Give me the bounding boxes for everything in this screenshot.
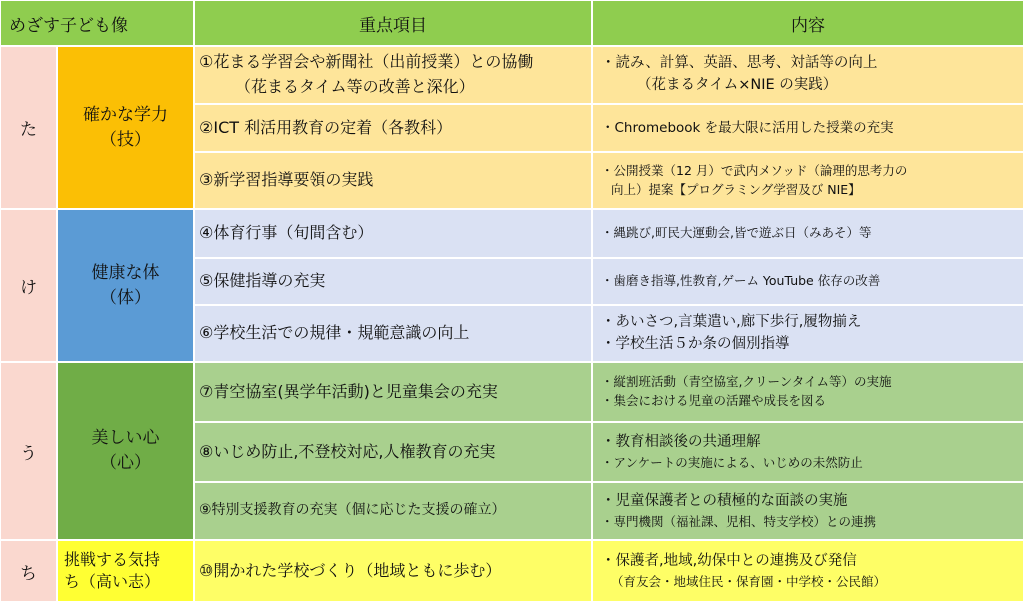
item-1-line-1: ①花まる学習会や新聞社（出前授業）との協働 <box>199 52 534 72</box>
content-7-line-1: ・縦割班活動（青空協室,クリーンタイム等）の実施 <box>601 374 892 390</box>
item-4-line-1: ④体育行事（旬間含む） <box>199 223 374 243</box>
item-9-line-1: ⑨特別支援教育の充実（個に応じた支援の確立） <box>199 502 506 519</box>
content-9-line-1: ・児童保護者との積極的な面談の実施 <box>601 492 848 509</box>
item-10-line-1: ⑩開かれた学校づくり（地域ともに歩む） <box>199 560 502 580</box>
content-1 <box>592 46 1024 104</box>
letter-u <box>0 362 57 540</box>
item-5-line-1: ⑤保健指導の充実 <box>199 271 326 291</box>
category-heart-sub: （心） <box>100 453 151 473</box>
letter-chi-label: ち <box>20 563 37 584</box>
letter-chi <box>0 540 57 602</box>
content-10-line-1: ・保護者,地域,幼保中との連携及び発信 <box>601 552 857 569</box>
content-10-line-2: （育友会・地域住民・保育園・中学校・公民館） <box>611 573 887 589</box>
content-3 <box>592 152 1024 209</box>
letter-u-label: う <box>20 443 37 464</box>
content-4 <box>592 209 1024 258</box>
content-1-line-2: （花まるタイム×NIE の実践） <box>637 77 838 93</box>
header-goal-label: めざす子ども像 <box>9 15 128 36</box>
category-challenge-line-2: ち（高い志） <box>64 572 161 591</box>
item-4 <box>194 209 592 258</box>
item-5 <box>194 258 592 305</box>
category-heart <box>57 362 194 540</box>
item-6-line-1: ⑥学校生活での規律・規範意識の向上 <box>199 323 470 343</box>
item-9 <box>194 482 592 540</box>
item-2-line-1: ②ICT 利活用教育の定着（各教科） <box>199 117 453 137</box>
category-health-sub: （体） <box>100 287 151 308</box>
content-6-line-2: ・学校生活５か条の個別指導 <box>601 335 790 352</box>
content-5-line-1: ・歯磨き指導,性教育,ゲーム YouTube 依存の改善 <box>601 273 881 289</box>
content-6 <box>592 305 1024 362</box>
content-8-line-2: ・アンケートの実施による、いじめの未然防止 <box>601 454 863 470</box>
category-academic-sub: （技） <box>100 129 151 150</box>
header-content <box>592 0 1024 46</box>
letter-ta <box>0 46 57 209</box>
header-content-label: 内容 <box>791 15 825 36</box>
content-8-line-1: ・教育相談後の共通理解 <box>601 433 761 450</box>
content-4-line-1: ・縄跳び,町民大運動会,皆で遊ぶ日（みあそ）等 <box>601 225 872 241</box>
item-2 <box>194 104 592 152</box>
content-2 <box>592 104 1024 152</box>
content-7 <box>592 362 1024 422</box>
category-academic-title: 確かな学力 <box>83 104 168 125</box>
content-9-line-2: ・専門機関（福祉課、児相、特支学校）との連携 <box>601 513 877 529</box>
item-7-line-1: ⑦青空協室(異学年活動)と児童集会の充実 <box>199 381 498 401</box>
category-health <box>57 209 194 362</box>
category-challenge-line-1: 挑戦する気持 <box>64 549 161 569</box>
content-6-line-1: ・あいさつ,言葉遣い,廊下歩行,履物揃え <box>601 313 862 330</box>
item-1 <box>194 46 592 104</box>
item-7 <box>194 362 592 422</box>
content-1-line-1: ・読み、計算、英語、思考、対話等の向上 <box>601 55 878 72</box>
content-7-line-2: ・集会における児童の活躍や成長を図る <box>601 393 827 408</box>
letter-ke-label: け <box>20 278 37 298</box>
category-health-title: 健康な体 <box>91 262 160 283</box>
letter-ta-label: た <box>20 120 37 140</box>
item-3 <box>194 152 592 209</box>
header-focus <box>194 0 592 46</box>
content-8 <box>592 422 1024 482</box>
item-8-line-1: ⑧いじめ防止,不登校対応,人権教育の充実 <box>199 441 496 461</box>
content-2-line-1: ・Chromebook を最大限に活用した授業の充実 <box>601 119 894 136</box>
item-8 <box>194 422 592 482</box>
item-1-line-2: （花まるタイム等の改善と深化） <box>235 77 475 96</box>
header-goal <box>0 0 194 46</box>
letter-ke <box>0 209 57 362</box>
content-9 <box>592 482 1024 540</box>
item-3-line-1: ③新学習指導要領の実践 <box>199 170 374 190</box>
item-6 <box>194 305 592 362</box>
category-heart-title: 美しい心 <box>91 428 160 449</box>
category-challenge <box>57 540 194 602</box>
content-3-line-1: ・公開授業（12 月）で武内メソッド（論理的思考力の <box>601 162 908 178</box>
content-5 <box>592 258 1024 305</box>
content-3-line-2: 向上）提案【プログラミング学習及び NIE】 <box>611 181 861 197</box>
item-10 <box>194 540 592 602</box>
category-academic <box>57 46 194 209</box>
content-10 <box>592 540 1024 602</box>
header-focus-label: 重点項目 <box>359 15 427 36</box>
